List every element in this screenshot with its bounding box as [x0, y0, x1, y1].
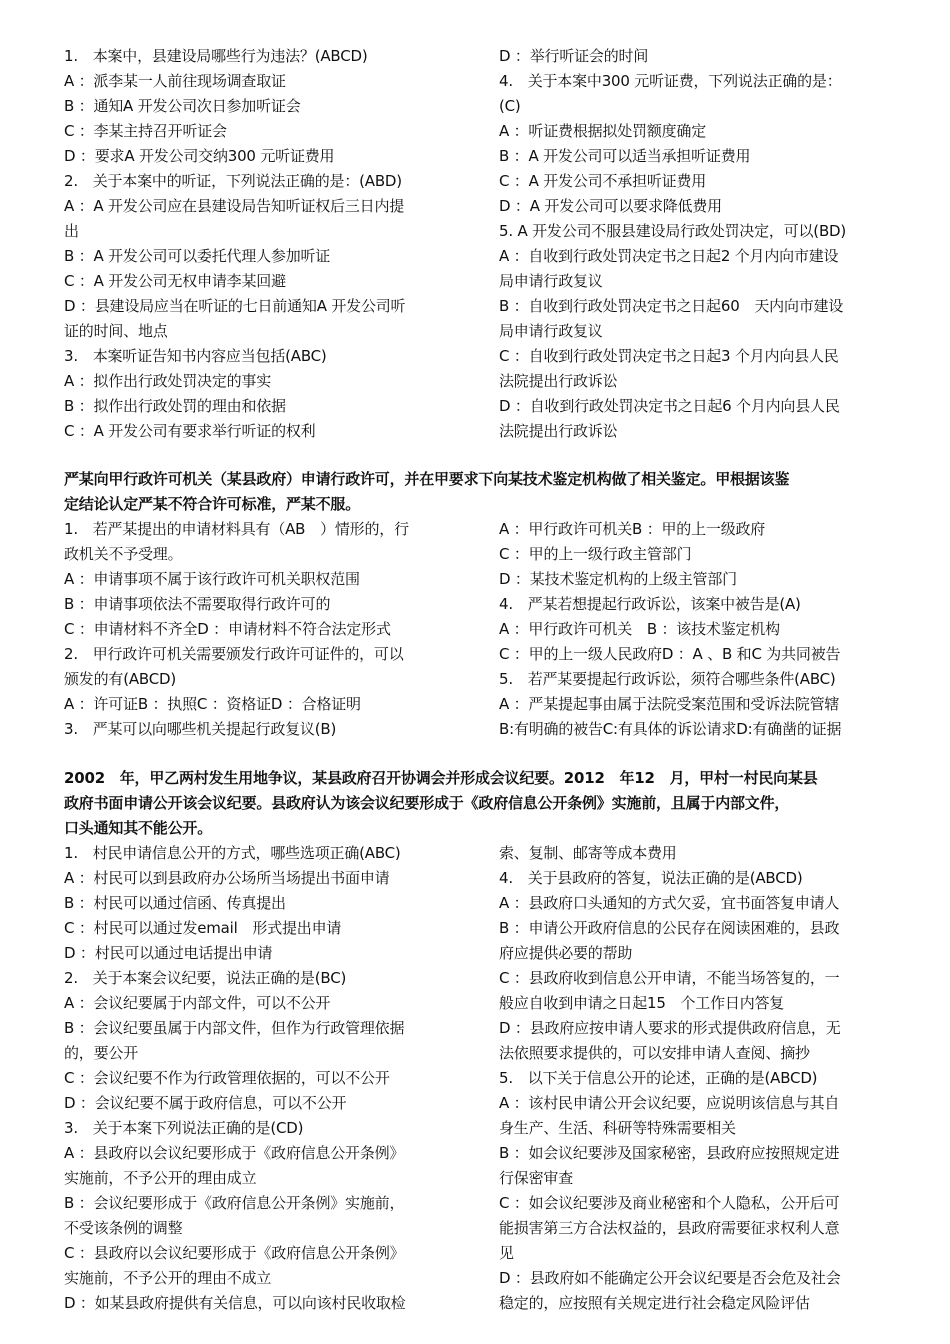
- text-line: A ：甲行政许可机关 B ：该技术鉴定机构: [499, 620, 780, 638]
- text-line: B ：会议纪要虽属于内部文件，但作为行政管理依据: [64, 1019, 405, 1037]
- text-line: 出: [64, 222, 79, 240]
- text-line: 稳定的，应按照有关规定进行社会稳定风险评估: [499, 1294, 810, 1312]
- text-line: 1. 村民申请信息公开的方式，哪些选项正确(ABC): [64, 844, 401, 862]
- text-line: C ：A 开发公司有要求举行听证的权利: [64, 422, 316, 440]
- text-line: 4. 关于本案中300 元听证费，下列说法正确的是：: [499, 72, 842, 90]
- text-line: 5. A 开发公司不服县建设局行政处罚决定，可以(BD): [499, 222, 847, 240]
- section1-left-column: [64, 44, 464, 444]
- text-line: C ：申请材料不齐全D ：申请材料不符合法定形式: [64, 620, 391, 638]
- text-line: A ：该村民申请公开会议纪要，应说明该信息与其自: [499, 1094, 840, 1112]
- text-line: C ：县政府收到信息公开申请，不能当场答复的，一: [499, 969, 840, 987]
- text-line: A ：拟作出行政处罚决定的事实: [64, 372, 272, 390]
- text-line: 局申请行政复议: [499, 272, 603, 290]
- text-line: D ：A 开发公司可以要求降低费用: [499, 197, 722, 215]
- text-line: B ：申请事项依法不需要取得行政许可的: [64, 595, 331, 613]
- text-line: B ：A 开发公司可以适当承担听证费用: [499, 147, 751, 165]
- text-line: 1. 本案中，县建设局哪些行为违法？(ABCD): [64, 47, 368, 65]
- text-line: 不受该条例的调整: [64, 1219, 183, 1237]
- text-line: 4. 关于县政府的答复，说法正确的是(ABCD): [499, 869, 803, 887]
- text-line: C ：自收到行政处罚决定书之日起3 个月内向县人民: [499, 347, 839, 365]
- text-line: D ：县政府如不能确定公开会议纪要是否会危及社会: [499, 1269, 841, 1287]
- text-line: D ：某技术鉴定机构的上级主管部门: [499, 570, 737, 588]
- text-line: B ：A 开发公司可以委托代理人参加听证: [64, 247, 331, 265]
- text-line: C ：李某主持召开听证会: [64, 122, 227, 140]
- text-line: 证的时间、地点: [64, 322, 168, 340]
- text-line: 5. 以下关于信息公开的论述，正确的是(ABCD): [499, 1069, 818, 1087]
- heading-line: 严某向甲行政许可机关（某县政府）申请行政许可，并在甲要求下向某技术鉴定机构做了相关鉴定。甲根据该鉴: [64, 470, 790, 488]
- text-line: A ：听证费根据拟处罚额度确定: [499, 122, 707, 140]
- text-line: 见: [499, 1244, 514, 1262]
- section3-left-column: [64, 841, 464, 1316]
- text-line: A ：会议纪要属于内部文件，可以不公开: [64, 994, 331, 1012]
- text-line: 2. 关于本案中的听证，下列说法正确的是：(ABD): [64, 172, 402, 190]
- text-line: A ：甲行政许可机关B ：甲的上一级政府: [499, 520, 766, 538]
- text-line: A ：A 开发公司应在县建设局告知听证权后三日内提: [64, 197, 405, 215]
- heading-line: 定结论认定严某不符合许可标准，严某不服。: [64, 495, 361, 513]
- heading-line: 政府书面申请公开该会议纪要。县政府认为该会议纪要形成于《政府信息公开条例》实施前，且属于内部文件，: [64, 794, 790, 812]
- text-line: 索、复制、邮寄等成本费用: [499, 844, 677, 862]
- text-line: A ：县政府口头通知的方式欠妥，宜书面答复申请人: [499, 894, 840, 912]
- text-line: 行保密审查: [499, 1169, 574, 1187]
- text-line: 3. 关于本案下列说法正确的是(CD): [64, 1119, 304, 1137]
- text-line: B ：村民可以通过信函、传真提出: [64, 894, 286, 912]
- section3-right-column: [499, 841, 899, 1316]
- text-line: 局申请行政复议: [499, 322, 603, 340]
- text-line: 2. 关于本案会议纪要，说法正确的是(BC): [64, 969, 347, 987]
- text-line: 般应自收到申请之日起15 个工作日内答复: [499, 994, 785, 1012]
- text-line: (C): [499, 97, 521, 115]
- section2-heading: [64, 467, 894, 517]
- text-line: C ：县政府以会议纪要形成于《政府信息公开条例》: [64, 1244, 405, 1262]
- text-line: C ：A 开发公司无权申请李某回避: [64, 272, 286, 290]
- text-line: 4. 严某若想提起行政诉讼，该案中被告是(A): [499, 595, 801, 613]
- text-line: D ：县政府应按申请人要求的形式提供政府信息，无: [499, 1019, 841, 1037]
- text-line: C ：村民可以通过发email 形式提出申请: [64, 919, 342, 937]
- text-line: A ：县政府以会议纪要形成于《政府信息公开条例》: [64, 1144, 405, 1162]
- section2-left-column: [64, 517, 464, 742]
- text-line: 2. 甲行政许可机关需要颁发行政许可证件的，可以: [64, 645, 404, 663]
- text-line: D ：要求A 开发公司交纳300 元听证费用: [64, 147, 335, 165]
- text-line: D ：村民可以通过电话提出申请: [64, 944, 273, 962]
- text-line: B ：申请公开政府信息的公民存在阅读困难的，县政: [499, 919, 840, 937]
- text-line: 法院提出行政诉讼: [499, 372, 618, 390]
- text-line: 5. 若严某要提起行政诉讼，须符合哪些条件(ABC): [499, 670, 836, 688]
- text-line: D ：自收到行政处罚决定书之日起6 个月内向县人民: [499, 397, 840, 415]
- text-line: A ：村民可以到县政府办公场所当场提出书面申请: [64, 869, 390, 887]
- text-line: D ：如某县政府提供有关信息，可以向该村民收取检: [64, 1294, 406, 1312]
- text-line: B ：拟作出行政处罚的理由和依据: [64, 397, 286, 415]
- heading-line: 2002 年，甲乙两村发生用地争议，某县政府召开协调会并形成会议纪要。2012 年12 月，甲村一村民向某县: [64, 769, 818, 787]
- text-line: D ：举行听证会的时间: [499, 47, 649, 65]
- text-line: D ：县建设局应当在听证的七日前通知A 开发公司听: [64, 297, 406, 315]
- text-line: 1. 若严某提出的申请材料具有（AB ）情形的，行: [64, 520, 409, 538]
- text-line: 3. 本案听证告知书内容应当包括(ABC): [64, 347, 327, 365]
- text-line: 政机关不予受理。: [64, 545, 183, 563]
- text-line: 的，要公开: [64, 1044, 139, 1062]
- text-line: 法院提出行政诉讼: [499, 422, 618, 440]
- text-line: C ：如会议纪要涉及商业秘密和个人隐私，公开后可: [499, 1194, 840, 1212]
- text-line: A ：申请事项不属于该行政许可机关职权范围: [64, 570, 360, 588]
- text-line: D ：会议纪要不属于政府信息，可以不公开: [64, 1094, 347, 1112]
- text-line: 府应提供必要的帮助: [499, 944, 633, 962]
- text-line: B ：自收到行政处罚决定书之日起60 天内向市建设: [499, 297, 844, 315]
- text-line: 颁发的有(ABCD): [64, 670, 177, 688]
- text-line: 3. 严某可以向哪些机关提起行政复议(B): [64, 720, 337, 738]
- text-line: B ：会议纪要形成于《政府信息公开条例》实施前，: [64, 1194, 405, 1212]
- text-line: B:有明确的被告C:有具体的诉讼请求D:有确凿的证据: [499, 720, 842, 738]
- text-line: C ：会议纪要不作为行政管理依据的，可以不公开: [64, 1069, 390, 1087]
- text-line: 法依照要求提供的，可以安排申请人查阅、摘抄: [499, 1044, 810, 1062]
- section1-right-column: [499, 44, 899, 444]
- section3-heading: [64, 766, 894, 841]
- text-line: C ：甲的上一级人民政府D ：A 、B 和C 为共同被告: [499, 645, 841, 663]
- text-line: C ：甲的上一级行政主管部门: [499, 545, 692, 563]
- text-line: 实施前，不予公开的理由成立: [64, 1169, 257, 1187]
- text-line: B ：如会议纪要涉及国家秘密，县政府应按照规定进: [499, 1144, 840, 1162]
- text-line: A ：许可证B ：执照C ：资格证D ：合格证明: [64, 695, 361, 713]
- text-line: A ：严某提起事由属于法院受案范围和受诉法院管辖: [499, 695, 840, 713]
- text-line: 身生产、生活、科研等特殊需要相关: [499, 1119, 736, 1137]
- text-line: 能损害第三方合法权益的，县政府需要征求权利人意: [499, 1219, 840, 1237]
- text-line: B ：通知A 开发公司次日参加听证会: [64, 97, 301, 115]
- text-line: A ：派李某一人前往现场调查取证: [64, 72, 286, 90]
- section2-right-column: [499, 517, 899, 742]
- text-line: 实施前，不予公开的理由不成立: [64, 1269, 272, 1287]
- heading-line: 口头通知其不能公开。: [64, 819, 213, 837]
- text-line: C ：A 开发公司不承担听证费用: [499, 172, 707, 190]
- text-line: A ：自收到行政处罚决定书之日起2 个月内向市建设: [499, 247, 839, 265]
